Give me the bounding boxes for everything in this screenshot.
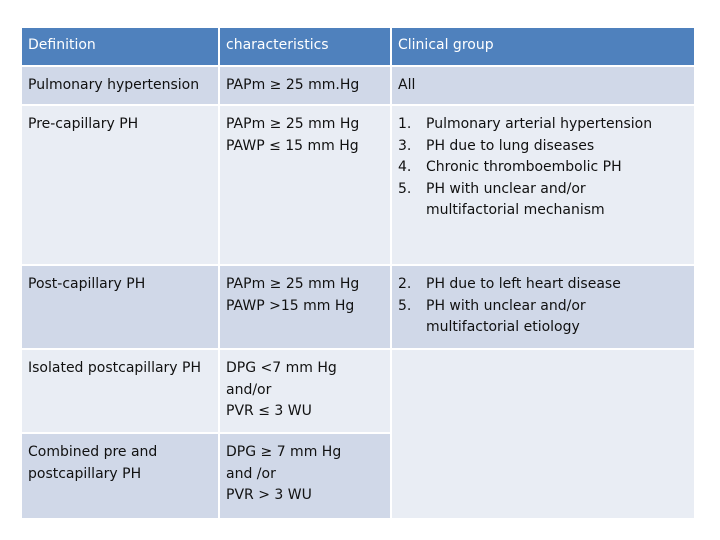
group-text: Chronic thromboembolic PH <box>426 159 622 175</box>
group-number: 3. <box>398 137 412 154</box>
characteristic-line: and /or <box>226 465 276 482</box>
definition-cell <box>21 66 219 106</box>
clinical-group-text: All <box>398 76 416 93</box>
list-item <box>398 274 688 296</box>
group-number: 1. <box>398 116 412 132</box>
characteristic-line: PVR > 3 WU <box>226 487 312 503</box>
list-item <box>398 114 688 136</box>
definition-text: Pre-capillary PH <box>28 116 139 132</box>
definition-text: Isolated postcapillary PH <box>28 360 202 376</box>
group-number: 5. <box>398 297 412 314</box>
definition-text-line-2: postcapillary PH <box>28 465 142 482</box>
characteristic-line: PAWP ≤ 15 mm Hg <box>226 137 359 154</box>
group-number: 5. <box>398 180 412 197</box>
group-text: PH due to left heart disease <box>426 276 621 292</box>
table-row <box>21 66 695 106</box>
definition-cell <box>21 433 219 519</box>
definition-cell <box>21 105 219 265</box>
table-row <box>21 105 695 265</box>
list-item <box>398 157 688 179</box>
characteristic-line: PAPm ≥ 25 mm Hg <box>226 116 360 132</box>
group-number: 4. <box>398 159 412 175</box>
group-text: PH due to lung diseases <box>426 137 595 154</box>
group-number: 2. <box>398 276 412 292</box>
table-row <box>21 349 695 433</box>
characteristics-cell <box>219 105 391 265</box>
characteristics-cell <box>219 349 391 433</box>
clinical-group-cell <box>391 66 695 106</box>
group-text: Pulmonary arterial hypertension <box>426 116 653 132</box>
header-characteristics: characteristics <box>219 27 391 66</box>
characteristics-cell <box>219 265 391 349</box>
clinical-group-list <box>398 274 688 339</box>
group-text: PH with unclear and/or <box>426 180 586 197</box>
definition-cell <box>21 349 219 433</box>
clinical-group-cell <box>391 105 695 265</box>
characteristic-line: and/or <box>226 381 272 398</box>
header-definition: Definition <box>21 27 219 66</box>
characteristic-line: PAWP >15 mm Hg <box>226 297 355 314</box>
definition-text: Post-capillary PH <box>28 276 146 292</box>
clinical-group-cell-empty <box>391 349 695 519</box>
list-item <box>398 296 688 339</box>
characteristic-line: DPG ≥ 7 mm Hg <box>226 444 342 460</box>
header-row <box>21 27 695 66</box>
list-item <box>398 136 688 158</box>
group-text-continued: multifactorial mechanism <box>426 202 605 218</box>
definition-text: Pulmonary hypertension <box>28 76 200 93</box>
characteristic-line: DPG <7 mm Hg <box>226 360 337 376</box>
clinical-group-cell <box>391 265 695 349</box>
group-text: PH with unclear and/or <box>426 297 586 314</box>
list-item <box>398 179 688 222</box>
ph-classification-table <box>20 26 696 520</box>
characteristic-line: PAPm ≥ 25 mm.Hg <box>226 76 360 93</box>
definition-text-line-1: Combined pre and <box>28 444 158 460</box>
group-text-continued: multifactorial etiology <box>426 319 580 335</box>
characteristic-line: PVR ≤ 3 WU <box>226 403 312 419</box>
table-row <box>21 265 695 349</box>
header-clinical-group: Clinical group <box>391 27 695 66</box>
characteristic-line: PAPm ≥ 25 mm Hg <box>226 276 360 292</box>
definition-cell <box>21 265 219 349</box>
characteristics-cell <box>219 433 391 519</box>
characteristics-cell <box>219 66 391 106</box>
clinical-group-list <box>398 114 688 222</box>
